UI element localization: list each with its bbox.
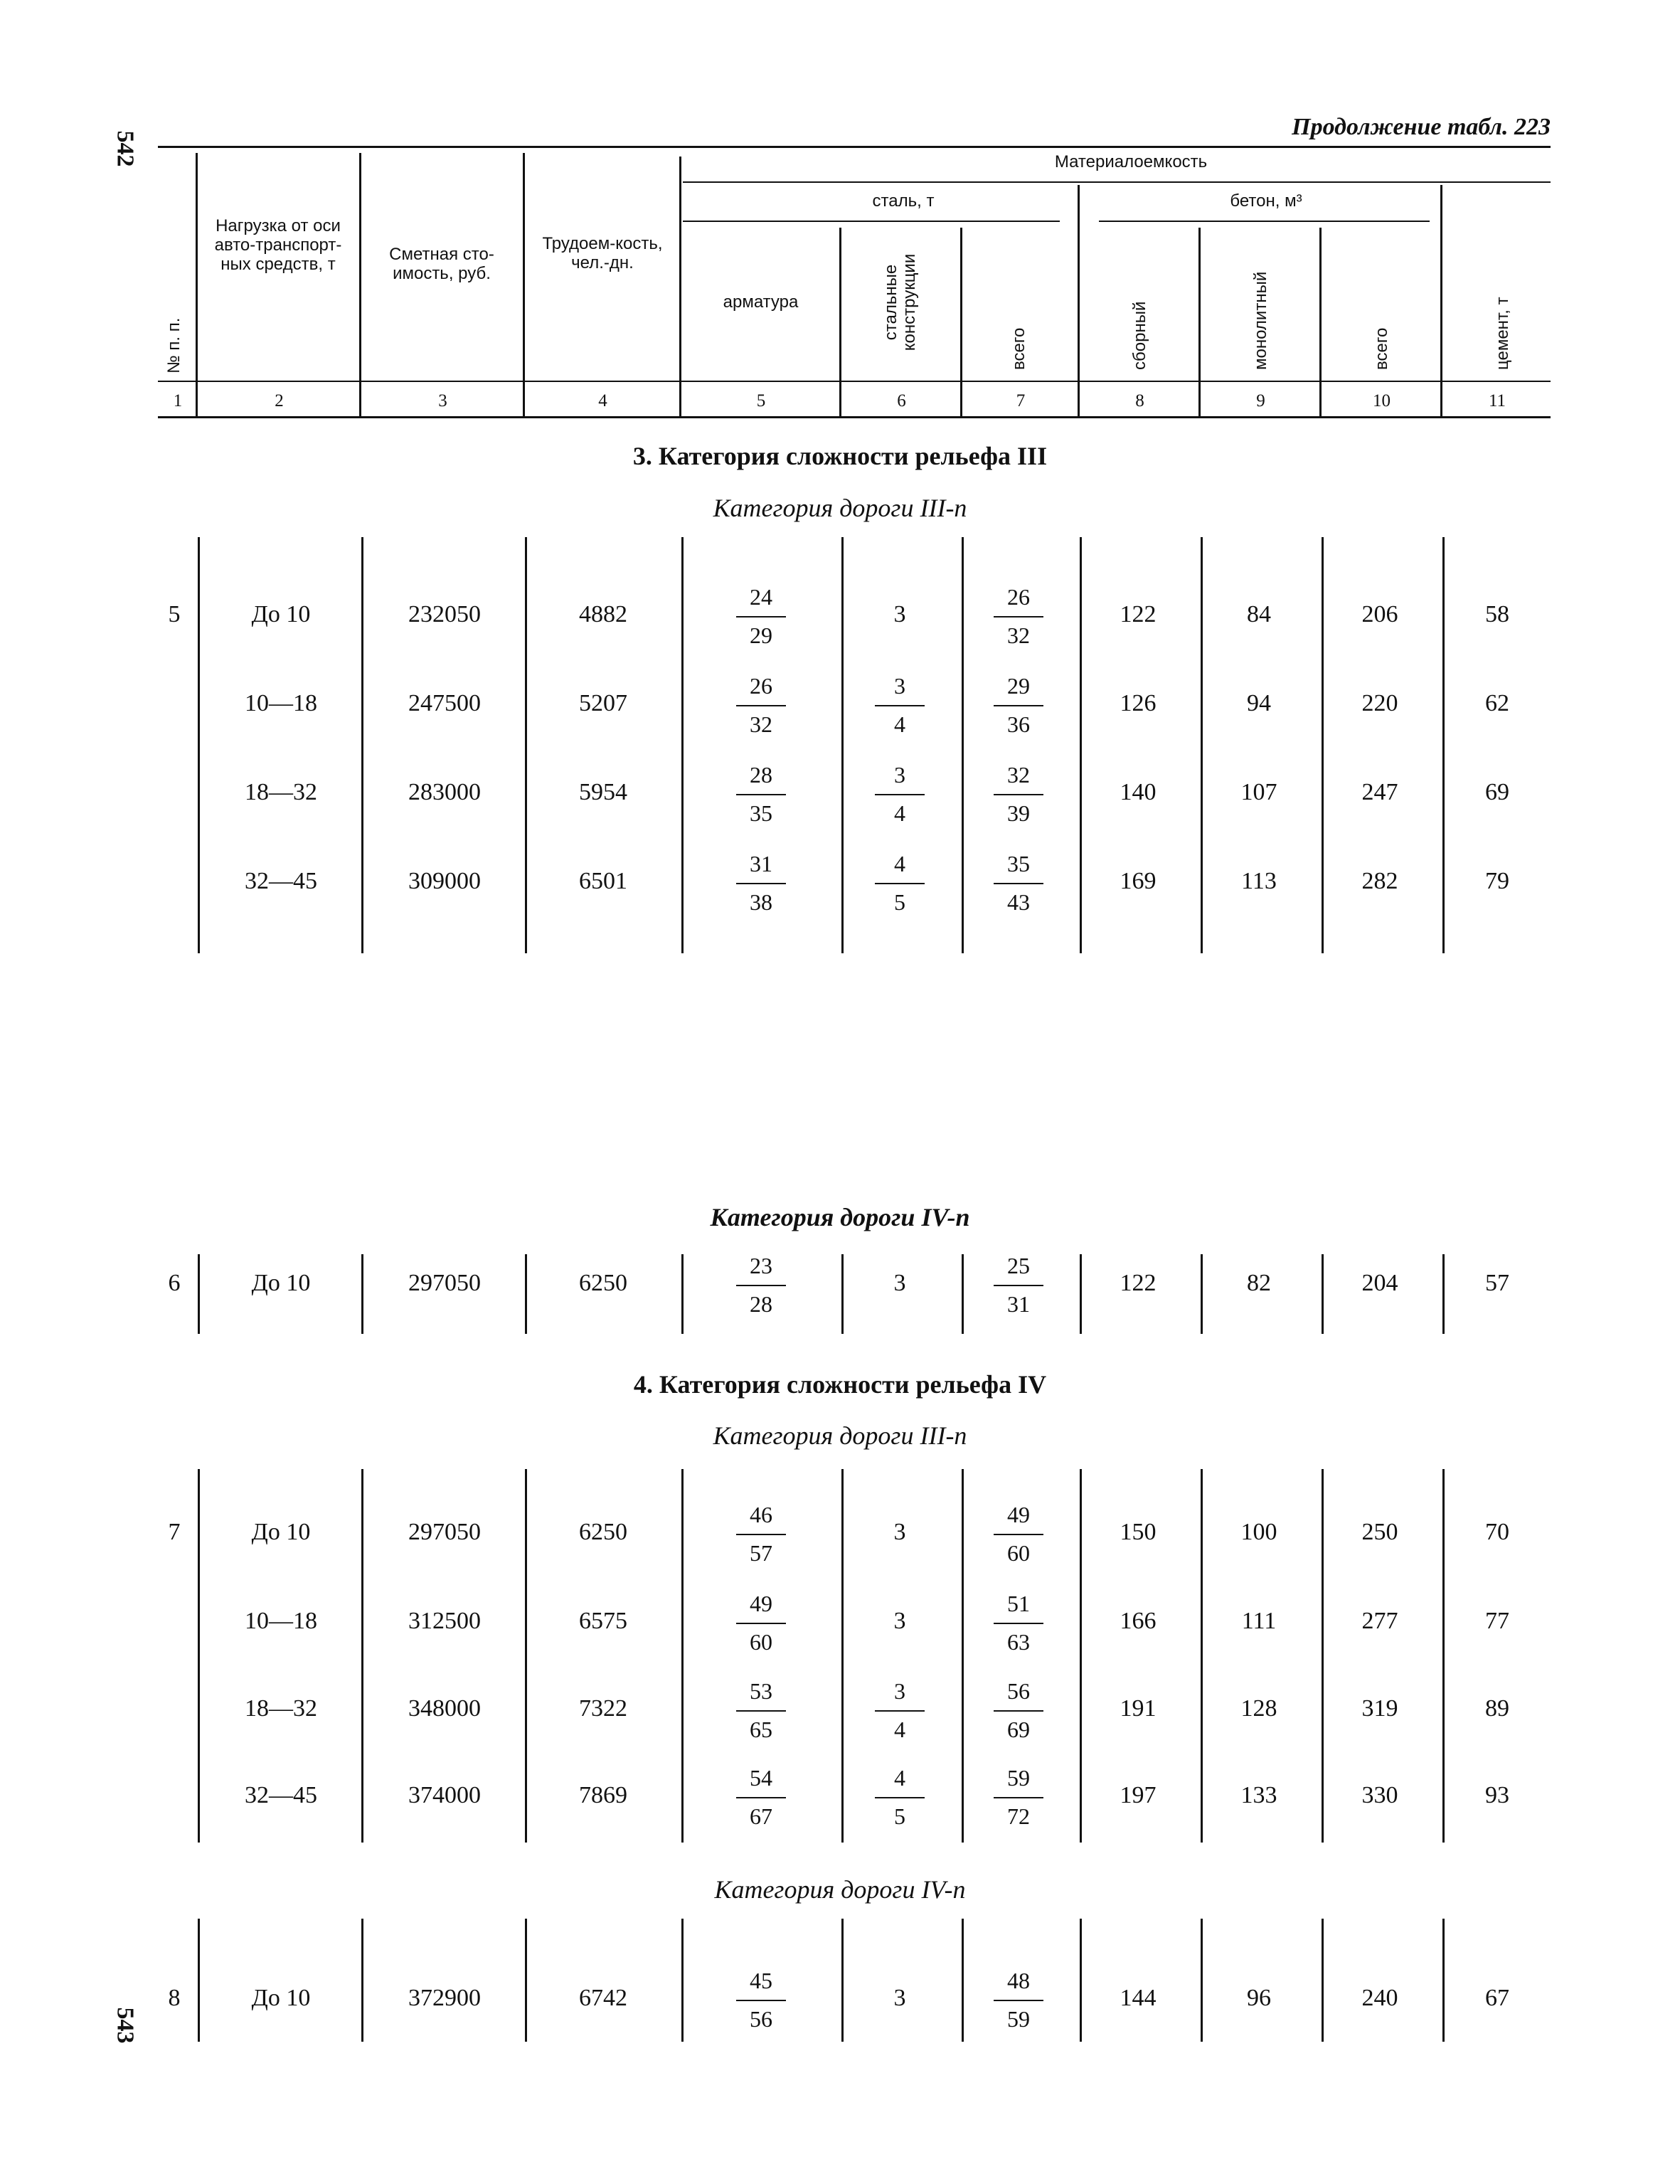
cell-n: 7 [168, 1519, 181, 1545]
cell-precast: 144 [1120, 1985, 1157, 2011]
table-continuation-title: Продолжение табл. 223 [1292, 114, 1551, 140]
numerator: 29 [1007, 673, 1030, 699]
numerator: 3 [894, 762, 905, 788]
numerator: 45 [750, 1968, 772, 1993]
numerator: 56 [1007, 1678, 1030, 1704]
denominator: 4 [894, 711, 905, 737]
cell-monolithic: 133 [1240, 1782, 1277, 1808]
road-category-title: Категория дороги III-п [713, 494, 967, 522]
concrete-underline [1099, 221, 1430, 222]
cell-struct: 3 [893, 1985, 906, 2011]
fraction-steel-total [987, 852, 1051, 919]
cell-load: 10—18 [245, 690, 317, 716]
cell-labor: 6250 [579, 1519, 627, 1545]
col-number-4: 4 [598, 391, 607, 410]
cell-monolithic: 111 [1241, 1608, 1277, 1634]
numerator: 49 [750, 1591, 772, 1616]
header-divider-10 [1440, 185, 1442, 416]
cell-struct: 3 [893, 601, 906, 627]
cell-load: 18—32 [245, 1695, 317, 1722]
cell-labor: 7869 [579, 1782, 627, 1808]
fraction-steel-total [987, 1766, 1051, 1833]
fraction-bar [736, 705, 786, 706]
header-col11: цемент, т [1493, 297, 1512, 370]
fraction-bar [875, 794, 925, 795]
cell-cost: 247500 [408, 690, 481, 716]
col-number-2: 2 [275, 391, 284, 410]
denominator: 4 [894, 1717, 905, 1742]
cell-precast: 122 [1120, 1270, 1157, 1296]
column-divider [1442, 1919, 1445, 2042]
cell-precast: 150 [1120, 1519, 1157, 1545]
cell-monolithic: 113 [1241, 868, 1277, 894]
denominator: 65 [750, 1717, 772, 1742]
fraction-bar [994, 1797, 1043, 1798]
denominator: 67 [750, 1803, 772, 1829]
road-category-title: Категория дороги IV-п [710, 1203, 970, 1231]
denominator: 59 [1007, 2006, 1030, 2032]
cell-labor: 5207 [579, 690, 627, 716]
fraction-bar [736, 794, 786, 795]
cell-concrete-total: 250 [1361, 1519, 1398, 1545]
header-col5: арматура [723, 292, 799, 312]
column-divider [1201, 1919, 1203, 2042]
fraction-steel-total [987, 674, 1051, 741]
numerator: 24 [750, 584, 772, 610]
denominator: 72 [1007, 1803, 1030, 1829]
fraction-struct [868, 852, 932, 919]
numerator: 49 [1007, 1502, 1030, 1527]
cell-labor: 5954 [579, 779, 627, 805]
fraction-steel-total [987, 1969, 1051, 2036]
fraction-bar [736, 1285, 786, 1286]
fraction-steel-total [987, 1254, 1051, 1321]
column-divider [1080, 1919, 1082, 2042]
fraction-steel-total [987, 763, 1051, 830]
column-divider [361, 1254, 363, 1334]
cell-load: До 10 [251, 601, 311, 627]
cell-monolithic: 84 [1247, 601, 1271, 627]
cell-n: 8 [168, 1985, 181, 2011]
denominator: 35 [750, 800, 772, 826]
cell-load: 32—45 [245, 1782, 317, 1808]
cell-load: До 10 [251, 1519, 311, 1545]
numerator: 26 [750, 673, 772, 699]
cell-monolithic: 82 [1247, 1270, 1271, 1296]
cell-cost: 232050 [408, 601, 481, 627]
header-col7: всего [1009, 327, 1028, 370]
denominator: 38 [750, 889, 772, 915]
cell-cement: 77 [1485, 1608, 1509, 1634]
cell-precast: 169 [1120, 868, 1157, 894]
cell-load: 32—45 [245, 868, 317, 894]
fraction-rebar [729, 585, 793, 652]
fraction-bar [875, 883, 925, 884]
column-divider [1322, 1919, 1324, 2042]
cell-monolithic: 96 [1247, 1985, 1271, 2011]
header-col9: монолитный [1251, 271, 1270, 370]
cell-concrete-total: 282 [1361, 868, 1398, 894]
column-divider [198, 1919, 200, 2042]
numerator: 3 [894, 673, 905, 699]
cell-concrete-total: 330 [1361, 1782, 1398, 1808]
cell-cement: 62 [1485, 690, 1509, 716]
numerator: 23 [750, 1253, 772, 1278]
fraction-rebar [729, 1766, 793, 1833]
fraction-bar [736, 2000, 786, 2001]
cell-concrete-total: 277 [1361, 1608, 1398, 1634]
col-number-8: 8 [1135, 391, 1144, 410]
cell-precast: 122 [1120, 601, 1157, 627]
cell-cost: 312500 [408, 1608, 481, 1634]
cell-labor: 7322 [579, 1695, 627, 1722]
cell-concrete-total: 319 [1361, 1695, 1398, 1722]
fraction-bar [994, 794, 1043, 795]
header-materials: Материалоемкость [1054, 152, 1208, 171]
column-divider [681, 1469, 684, 1843]
fraction-bar [736, 883, 786, 884]
header-divider-5 [839, 228, 841, 416]
col-number-5: 5 [756, 391, 766, 410]
materials-underline [683, 181, 1551, 183]
fraction-bar [994, 2000, 1043, 2001]
col-number-6: 6 [897, 391, 906, 410]
cell-n: 6 [168, 1270, 181, 1296]
col-number-9: 9 [1256, 391, 1265, 410]
column-divider [962, 1254, 964, 1334]
cell-labor: 6250 [579, 1270, 627, 1296]
cell-concrete-total: 204 [1361, 1270, 1398, 1296]
column-divider [841, 537, 844, 953]
fraction-bar [994, 705, 1043, 706]
numerator: 46 [750, 1502, 772, 1527]
header-divider-6 [960, 228, 962, 416]
cell-cement: 70 [1485, 1519, 1509, 1545]
cell-monolithic: 94 [1247, 690, 1271, 716]
column-divider [198, 537, 200, 953]
cell-load: 18—32 [245, 779, 317, 805]
cell-concrete-total: 220 [1361, 690, 1398, 716]
cell-struct: 3 [893, 1608, 906, 1634]
fraction-bar [736, 616, 786, 617]
fraction-steel-total [987, 585, 1051, 652]
cell-struct: 3 [893, 1519, 906, 1545]
numerator: 25 [1007, 1253, 1030, 1278]
cell-precast: 191 [1120, 1695, 1157, 1722]
fraction-bar [994, 616, 1043, 617]
fraction-bar [994, 1710, 1043, 1712]
header-col4: Трудоем-кость, чел.-дн. [542, 234, 663, 272]
cell-labor: 6742 [579, 1985, 627, 2011]
fraction-bar [994, 1623, 1043, 1624]
denominator: 60 [750, 1629, 772, 1655]
road-category-title: Категория дороги III-п [713, 1421, 967, 1450]
column-divider [841, 1919, 844, 2042]
cell-monolithic: 128 [1240, 1695, 1277, 1722]
fraction-steel-total [987, 1503, 1051, 1570]
column-divider [361, 1919, 363, 2042]
fraction-bar [875, 1797, 925, 1798]
cell-cement: 58 [1485, 601, 1509, 627]
fraction-struct [868, 1680, 932, 1746]
fraction-rebar [729, 763, 793, 830]
section-title-relief-3: 3. Категория сложности рельефа III [632, 442, 1048, 470]
cell-concrete-total: 206 [1361, 601, 1398, 627]
denominator: 39 [1007, 800, 1030, 826]
cell-labor: 6575 [579, 1608, 627, 1634]
cell-cement: 93 [1485, 1782, 1509, 1808]
cell-load: 10—18 [245, 1608, 317, 1634]
header-divider-4 [679, 157, 681, 416]
cell-cost: 297050 [408, 1270, 481, 1296]
fraction-rebar [729, 674, 793, 741]
fraction-bar [875, 705, 925, 706]
cell-cost: 374000 [408, 1782, 481, 1808]
steel-underline [683, 221, 1060, 222]
numerator: 3 [894, 1678, 905, 1704]
fraction-rebar [729, 1503, 793, 1570]
cell-precast: 126 [1120, 690, 1157, 716]
denominator: 69 [1007, 1717, 1030, 1742]
cell-cost: 309000 [408, 868, 481, 894]
cell-struct: 3 [893, 1270, 906, 1296]
header-steel: сталь, т [872, 191, 935, 211]
section-title-relief-4: 4. Категория сложности рельефа IV [633, 1370, 1047, 1399]
numerator: 51 [1007, 1591, 1030, 1616]
page-number-bottom: 543 [112, 2007, 139, 2044]
header-col8: сборный [1130, 301, 1149, 370]
header-col2: Нагрузка от оси авто-транспорт-ных средств, т [214, 216, 342, 274]
numerator: 35 [1007, 851, 1030, 876]
column-divider [962, 537, 964, 953]
fraction-bar [994, 1534, 1043, 1535]
cell-cost: 283000 [408, 779, 481, 805]
denominator: 63 [1007, 1629, 1030, 1655]
cell-monolithic: 100 [1240, 1519, 1277, 1545]
header-col3: Сметная сто-имость, руб. [389, 245, 494, 283]
denominator: 56 [750, 2006, 772, 2032]
column-divider [525, 1919, 527, 2042]
fraction-bar [875, 1710, 925, 1712]
denominator: 28 [750, 1291, 772, 1317]
column-divider [361, 537, 363, 953]
cell-precast: 166 [1120, 1608, 1157, 1634]
cell-concrete-total: 240 [1361, 1985, 1398, 2011]
header-divider-2 [359, 153, 361, 416]
cell-cement: 57 [1485, 1270, 1509, 1296]
header-bottom-rule [158, 416, 1551, 418]
fraction-bar [736, 1534, 786, 1535]
numerator: 53 [750, 1678, 772, 1704]
page-number-top: 542 [112, 130, 139, 167]
cell-cement: 69 [1485, 779, 1509, 805]
col-number-1: 1 [173, 391, 183, 410]
fraction-rebar [729, 1592, 793, 1659]
header-col1: № п. п. [164, 317, 184, 373]
column-divider [525, 537, 527, 953]
cell-labor: 4882 [579, 601, 627, 627]
header-col10: всего [1372, 327, 1391, 370]
header-divider-3 [523, 153, 525, 416]
denominator: 5 [894, 1803, 905, 1829]
cell-labor: 6501 [579, 868, 627, 894]
denominator: 5 [894, 889, 905, 915]
header-top-rule [158, 146, 1551, 148]
numerator: 4 [894, 851, 905, 876]
header-col6: стальные конструкции [881, 253, 920, 351]
road-category-title: Категория дороги IV-п [714, 1875, 966, 1904]
column-divider [525, 1469, 527, 1843]
column-divider [681, 537, 684, 953]
fraction-bar [736, 1623, 786, 1624]
fraction-bar [736, 1710, 786, 1712]
numerator: 4 [894, 1765, 905, 1791]
numerator: 28 [750, 762, 772, 788]
cell-cost: 372900 [408, 1985, 481, 2011]
header-concrete: бетон, м³ [1230, 191, 1302, 211]
column-divider [962, 1919, 964, 2042]
cell-precast: 197 [1120, 1782, 1157, 1808]
denominator: 32 [750, 711, 772, 737]
fraction-struct [868, 763, 932, 830]
fraction-rebar [729, 1969, 793, 2036]
numerator: 59 [1007, 1765, 1030, 1791]
fraction-steel-total [987, 1680, 1051, 1746]
cell-load: До 10 [251, 1270, 311, 1296]
header-mid-rule [158, 381, 1551, 382]
fraction-bar [994, 883, 1043, 884]
cell-concrete-total: 247 [1361, 779, 1398, 805]
header-divider-7 [1078, 185, 1080, 416]
cell-monolithic: 107 [1240, 779, 1277, 805]
col-number-3: 3 [438, 391, 447, 410]
cell-cement: 79 [1485, 868, 1509, 894]
cell-n: 5 [168, 601, 181, 627]
fraction-rebar [729, 1680, 793, 1746]
fraction-rebar [729, 852, 793, 919]
cell-precast: 140 [1120, 779, 1157, 805]
fraction-struct [868, 674, 932, 741]
cell-load: До 10 [251, 1985, 311, 2011]
fraction-rebar [729, 1254, 793, 1321]
column-divider [681, 1919, 684, 2042]
column-divider [681, 1254, 684, 1334]
header-divider-9 [1319, 228, 1322, 416]
denominator: 43 [1007, 889, 1030, 915]
header-divider-8 [1198, 228, 1201, 416]
cell-cost: 297050 [408, 1519, 481, 1545]
col-number-7: 7 [1016, 391, 1026, 410]
fraction-steel-total [987, 1592, 1051, 1659]
fraction-bar [736, 1797, 786, 1798]
cell-cement: 67 [1485, 1985, 1509, 2011]
numerator: 26 [1007, 584, 1030, 610]
column-divider [361, 1469, 363, 1843]
column-divider [962, 1469, 964, 1843]
numerator: 31 [750, 851, 772, 876]
numerator: 48 [1007, 1968, 1030, 1993]
header-divider-1 [196, 153, 198, 416]
denominator: 31 [1007, 1291, 1030, 1317]
denominator: 32 [1007, 622, 1030, 648]
denominator: 36 [1007, 711, 1030, 737]
numerator: 54 [750, 1765, 772, 1791]
denominator: 29 [750, 622, 772, 648]
fraction-bar [994, 1285, 1043, 1286]
denominator: 4 [894, 800, 905, 826]
col-number-10: 10 [1373, 391, 1391, 410]
numerator: 32 [1007, 762, 1030, 788]
denominator: 57 [750, 1540, 772, 1566]
column-divider [525, 1254, 527, 1334]
fraction-struct [868, 1766, 932, 1833]
cell-cost: 348000 [408, 1695, 481, 1722]
cell-cement: 89 [1485, 1695, 1509, 1722]
col-number-11: 11 [1488, 391, 1506, 410]
denominator: 60 [1007, 1540, 1030, 1566]
